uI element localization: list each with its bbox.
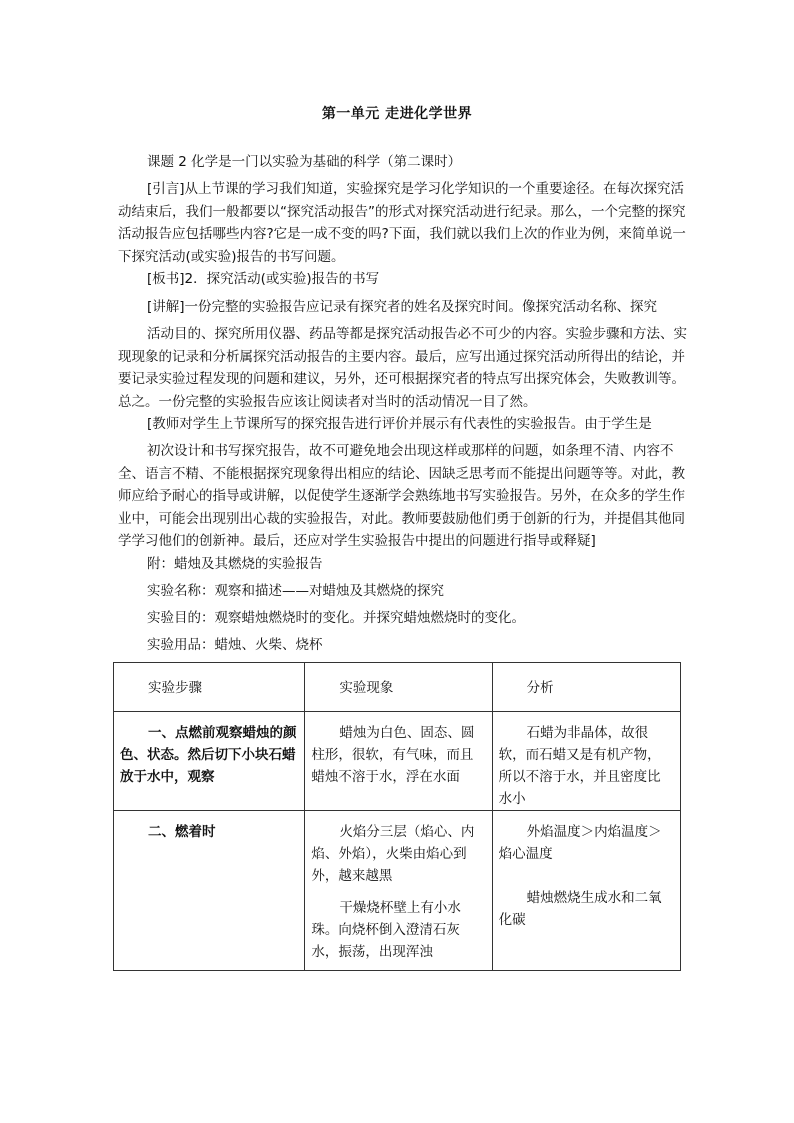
row1-phenomenon: 蜡烛为白色、固态、圆柱形，很软，有气味，而且蜡烛不溶于水，浮在水面	[311, 725, 475, 785]
intro-paragraph: [引言]从上节课的学习我们知道，实验探究是学习化学知识的一个重要途径。在每次探究活动结束后，我们一般都要以“探究活动报告”的形式对探究活动进行纪录。那么，一个完整的探究活动报告应包括哪些内容?它是一成不变的吗?下面，我们就以我们上次的作业为例，来简单说一下探究活动(或实验)报告的书写问题。	[118, 181, 686, 265]
row1-step: 一、点燃前观察蜡烛的颜色、状态。然后切下小块石蜡放于水中，观察	[120, 725, 297, 785]
teacher-note-first-line: [教师对学生上节课所写的探究报告进行评价并展示有代表性的实验报告。由于学生是	[147, 416, 652, 432]
experiment-table	[113, 662, 681, 971]
experiment-name: 实验名称：观察和描述——对蜡烛及其燃烧的探究	[147, 583, 444, 599]
row1-analysis: 石蜡为非晶体，故很软，而石蜡又是有机产物，所以不溶于水，并且密度比水小	[498, 725, 661, 807]
row2-analysis-1: 外焰温度＞内焰温度＞焰心温度	[498, 824, 662, 862]
row2-phenomenon-2: 干燥烧杯壁上有小水珠。向烧杯倒入澄清石灰水，振荡，出现浑浊	[311, 900, 461, 960]
row2-step: 二、燃着时	[148, 824, 216, 840]
lesson-heading: 课题 2 化学是一门以实验为基础的科学（第二课时）	[147, 154, 462, 170]
header-step: 实验步骤	[148, 680, 202, 696]
table-header-row	[114, 663, 681, 712]
teacher-note-paragraph: 初次设计和书写探究报告，故不可避免地会出现这样或那样的问题，如条理不清、内容不全、语言不精、不能根据探究现象得出相应的结论、因缺乏思考而不能提出问题等等。对此，教师应给予耐心的指导或讲解，以促使学生逐渐学会熟练地书写实验报告。另外，在众多的学生作业中，可能会出现别出心裁的实验报告，对此。教师要鼓励他们勇于创新的行为，并提倡其他同学学习他们的创新神。最后，还应对学生实验报告中提出的问题进行指导或释疑]	[118, 443, 685, 549]
lecture-first-line: [讲解]一份完整的实验报告应记录有探究者的姓名及探究时间。像探究活动名称、探究	[147, 299, 658, 315]
board-note: [板书]2．探究活动(或实验)报告的书写	[147, 271, 380, 287]
appendix-title: 附：蜡烛及其燃烧的实验报告	[147, 556, 323, 572]
header-analysis: 分析	[526, 680, 554, 696]
table-row	[114, 712, 681, 811]
lecture-paragraph: 活动目的、探究所用仪器、药品等都是探究活动报告必不可少的内容。实验步骤和方法、实现现象的记录和分析属探究活动报告的主要内容。最后，应写出通过探究活动所得出的结论，并要记录实验过程发现的问题和建议，另外，还可根据探究者的特点写出探究体会，失败教训等。总之。一份完整的实验报告应该让阅读者对当时的活动情况一目了然。	[118, 326, 687, 410]
experiment-purpose: 实验目的：观察蜡烛燃烧时的变化。并探究蜡烛燃烧时的变化。	[147, 610, 525, 626]
header-phenomenon: 实验现象	[339, 680, 394, 696]
unit-title: 第一单元 走进化学世界	[321, 106, 473, 122]
row2-analysis-2: 蜡烛燃烧生成水和二氧化碳	[498, 890, 662, 928]
table-row	[114, 811, 681, 971]
experiment-materials: 实验用品：蜡烛、火柴、烧杯	[147, 637, 323, 653]
row2-phenomenon-1: 火焰分三层（焰心、内焰、外焰），火柴由焰心到外，越来越黑	[311, 824, 475, 884]
